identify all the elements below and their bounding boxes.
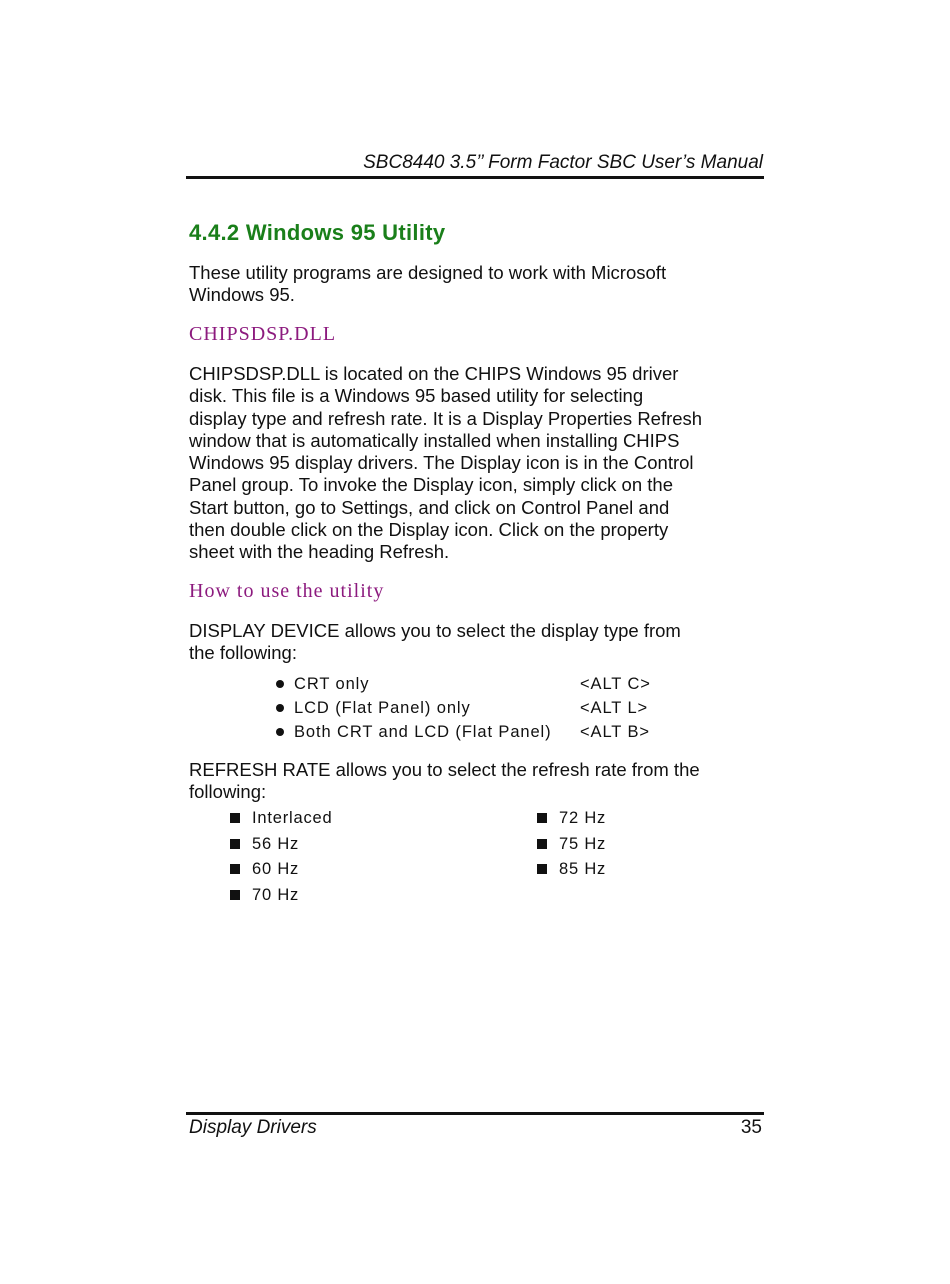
intro-line: These utility programs are designed to work with Microsoft: [189, 262, 667, 283]
paragraph-line: the following:: [189, 642, 297, 664]
paragraph-line: REFRESH RATE allows you to select the refresh rate from the: [189, 759, 700, 780]
footer-chapter-title: Display Drivers: [189, 1117, 317, 1138]
chipsdsp-paragraph: [189, 363, 764, 564]
device-label: Both CRT and LCD (Flat Panel): [294, 723, 552, 741]
square-bullet-icon: [537, 864, 547, 874]
device-shortcut: <ALT B>: [580, 723, 650, 741]
paragraph-line: display type and refresh rate. It is a Display Properties Refresh: [189, 407, 703, 429]
bullet-icon: [276, 728, 284, 736]
square-bullet-icon: [230, 813, 240, 823]
device-shortcut: <ALT L>: [580, 699, 649, 717]
section-heading: 4.4.2 Windows 95 Utility: [189, 220, 446, 245]
paragraph-line: window that is automatically installed when installing CHIPS: [189, 429, 680, 451]
refresh-rate-paragraph: [189, 759, 764, 804]
rate-label: 70 Hz: [252, 886, 300, 904]
paragraph-line: following:: [189, 781, 267, 803]
rate-label: Interlaced: [252, 809, 333, 827]
bullet-icon: [276, 704, 284, 712]
intro-paragraph: [189, 262, 764, 307]
bullet-icon: [276, 680, 284, 688]
device-shortcut: <ALT C>: [580, 675, 651, 693]
square-bullet-icon: [537, 813, 547, 823]
rate-label: 56 Hz: [252, 835, 300, 853]
square-bullet-icon: [230, 864, 240, 874]
paragraph-line: Panel group. To invoke the Display icon, simply click on the: [189, 474, 673, 496]
display-device-paragraph: [189, 620, 764, 665]
paragraph-line: Windows 95 display drivers. The Display icon is in the Control: [189, 452, 694, 474]
device-label: LCD (Flat Panel) only: [294, 699, 471, 717]
paragraph-line: disk. This file is a Windows 95 based utility for selecting: [189, 385, 644, 407]
paragraph-line: then double click on the Display icon. Click on the property: [189, 519, 669, 541]
paragraph-line: Start button, go to Settings, and click on Control Panel and: [189, 496, 670, 518]
howto-heading: How to use the utility: [189, 580, 385, 602]
rate-label: 72 Hz: [559, 809, 607, 827]
header-rule: [186, 176, 764, 179]
rate-label: 75 Hz: [559, 835, 607, 853]
square-bullet-icon: [230, 839, 240, 849]
square-bullet-icon: [230, 890, 240, 900]
device-label: CRT only: [294, 675, 370, 693]
intro-line: Windows 95.: [189, 284, 295, 306]
page-number: 35: [740, 1117, 762, 1138]
rate-label: 60 Hz: [252, 860, 300, 878]
square-bullet-icon: [537, 839, 547, 849]
chipsdsp-heading: CHIPSDSP.DLL: [189, 323, 337, 345]
paragraph-line: DISPLAY DEVICE allows you to select the display type from: [189, 620, 681, 641]
paragraph-line: sheet with the heading Refresh.: [189, 541, 450, 563]
rate-label: 85 Hz: [559, 860, 607, 878]
paragraph-line: CHIPSDSP.DLL is located on the CHIPS Windows 95 driver: [189, 363, 679, 384]
running-header: SBC8440 3.5’’ Form Factor SBC User’s Manual: [363, 152, 763, 173]
